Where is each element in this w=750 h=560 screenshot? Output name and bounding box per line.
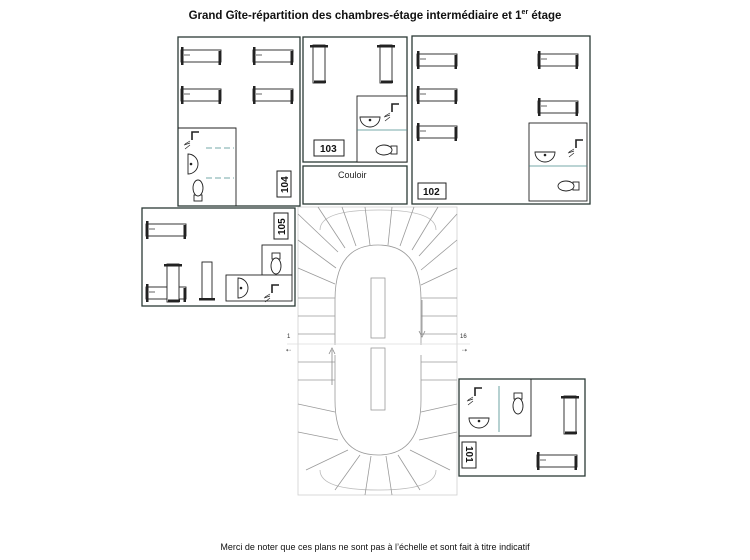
room-105-label: 105: [277, 218, 288, 235]
stair-step-last: 16: [460, 334, 467, 340]
room-101-label: 101: [463, 446, 474, 463]
svg-text:⇢: ⇢: [462, 348, 468, 354]
corridor: [303, 166, 407, 204]
room-104: [178, 37, 300, 206]
plan-title-sup: er: [521, 9, 529, 16]
room-102: [412, 36, 590, 204]
plan-title-text: Grand Gîte-répartition des chambres-étage intermédiaire et 1: [188, 9, 522, 22]
room-105: [142, 208, 295, 306]
stair-step-first: 1: [287, 334, 291, 340]
room-101: [459, 379, 585, 476]
room-103: [303, 37, 407, 162]
corridor-label: Couloir: [338, 170, 367, 180]
staircase: [287, 207, 470, 495]
room-102-label: 102: [423, 187, 440, 198]
disclaimer-note: Merci de noter que ces plans ne sont pas à l’échelle et sont fait à titre indicatif: [220, 542, 530, 552]
room-104-label: 104: [280, 176, 291, 193]
svg-text:⇠: ⇠: [286, 348, 292, 354]
room-103-label: 103: [320, 144, 337, 155]
plan-title-end: étage: [528, 9, 562, 22]
